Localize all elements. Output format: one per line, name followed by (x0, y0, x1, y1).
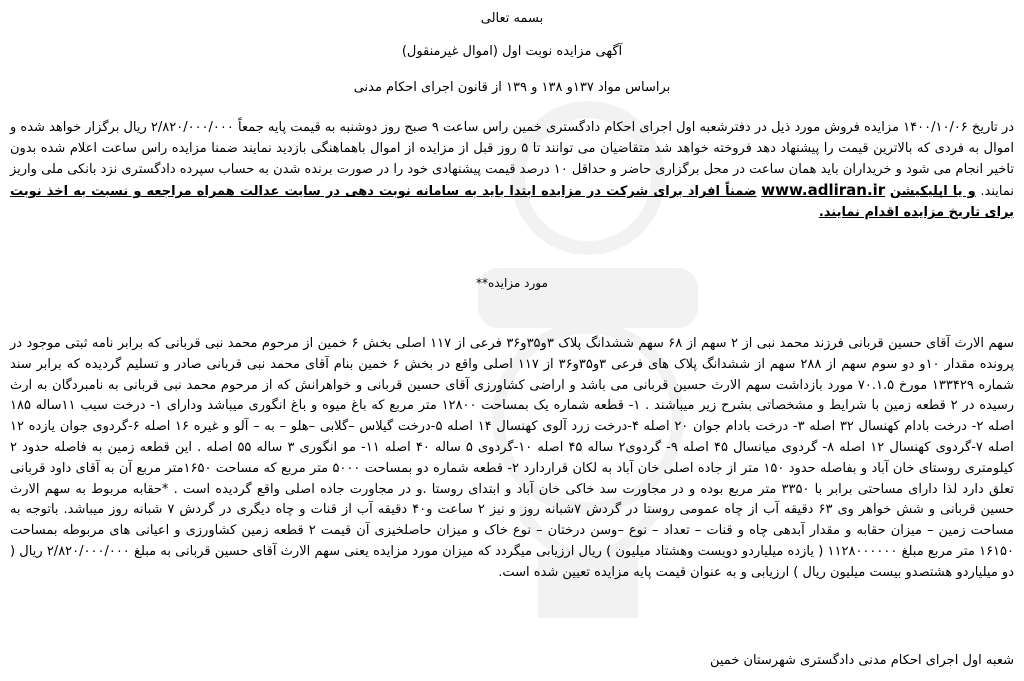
section-label: مورد مزایده** (476, 276, 548, 290)
intro-paragraph (10, 118, 1014, 224)
intro-text: در تاریخ ۱۴۰۰/۱۰/۰۶ مزایده فروش مورد ذیل در دفترشعبه اول اجرای احکام دادگستری خمین راس ساعت ۹ صبح روز دوشنبه به قیمت پایه جمعاً ۲/۸۲۰/۰۰۰/۰۰۰ ریال برگزار خواهد شده و اموال به فردی که بالاترین قیمت را پیشنهاد دهد فروخته خواهد شد متقاضیان می توانند تا ۵ روز قبل از مزایده از اموال باهماهنگی بازدید نمایند ضمنا مزایده راس ساعت اعلام شده بدون تاخیر انجام می شود و خریداران باید همان ساعت در محل برگزاری حاضر و حداقل ۱۰ درصد قیمت پیشنهادی خود را در صورت برنده شدن به حساب سپرده دادگستری نزد بانکی ملی واریز نمایند. (9, 120, 1015, 200)
intro-emphasis-after: و یا اپلیکیشن (889, 184, 976, 200)
auction-item-description: سهم الارث آقای حسین قربانی فرزند محمد نبی از ۲ سهم از ۶۸ سهم ششدانگ پلاک ۳و۳۵و۳۶ فرعی از ۱۱۷ اصلی بخش ۶ خمین از مرحوم محمد نبی قربانی که برابر نامه ثبتی موجود در پرونده مقدار ۱۰و دو سوم سهم از ۲۸۸ سهم از ششدانگ پلاک های فرعی ۳و۳۵و۳۶ از ۱۱۷ اصلی واقع در بخش ۶ خمین بنام آقای محمد نبی قربانی صادر و تسلیم گردیده که برابر سند شماره ۱۳۳۴۲۹ مورخ ۷۰.۱.۵ مورد بازداشت سهم الارث حسین قربانی می باشد و اراضی کشاورزی آقای حسین قربانی و خواهرانش که از مرحوم محمد نبی قربانی به نامبردگان به ارث رسیده در ۲ قطعه زمین با شرایط و مشخصاتی بشرح زیر میباشند . ۱- قطعه شماره یک بمساحت ۱۲۸۰۰ متر مربع که باغ میوه و باغ انگوری میباشد ودارای ۱- درخت سیب ۱۱ساله ۱۸۵ اصله ۲- درخت بادام کهنسال ۳۲ اصله ۳- درخت بادام جوان ۲۰ اصله ۴-درخت زرد آلوی کهنسال ۱۴ اصله ۵-درخت گیلاس –گلابی –هلو – به – آلو و غیره ۱۶ اصله ۶-گردوی جوان یازده ۱۲ اصله ۷-گردوی کهنسال ۱۲ اصله ۸- گردوی میانسال ۴۵ اصله ۹- گردوی۲ ساله ۴۵ اصله ۱۰-گردوی ۵ ساله ۴۰ اصله ۱۱- مو انگوری ۳ ساله ۵۵ اصله . این قطعه زمین به فاصله حدود ۲ کیلومتری روستای خان آباد و بفاصله حدود ۱۵۰ متر از جاده اصلی خان آباد به لکان قراردارد ۲- قطعه شماره دو بمساحت ۵۰۰۰ متر مربع که مساحت ۱۶۵۰متر مربع آن به آقای داود قربانی تعلق دارد لذا دارای مساحتی برابر با ۳۳۵۰ متر مربع بوده و در مجاورت سد خاکی خان آباد و ابتدای روستا .و در مجاورت جاده اصلی واقع گردیده است . *حقابه مربوط به سهم الارث حسین قربانی و شش خواهر وی ۶۳ دقیقه آب از چاه عمومی روستا در گردش ۷شبانه روز و نیز ۲ ساعت و۴۰ دقیقه آب از قنات و چاه دیگری در گردش ۷ شبانه روز میباشد. باتوجه به مساحت زمین – میزان حقابه و مقدار آبدهی چاه و قنات – تعداد – نوع –وسن درختان – نوع خاک و میزان حاصلخیزی آن قیمت ۲ قطعه زمین کشاورزی و اعیانی های مربوطه بمساحت ۱۶۱۵۰ متر مربع مبلغ ۱۱۲۸۰۰۰۰۰۰ ( یازده میلیاردو دویست وهشتاد میلیون ) ریال ارزیابی میگردد که میزان مورد مزایده یعنی سهم الارث آقای حسین قربانی به مبلغ ۲/۸۲۰/۰۰۰/۰۰۰ ریال ( دو میلیاردو هشتصدو بیست میلیون ریال ) ارزیابی و به عنوان قیمت پایه مزایده تعیین شده است. (10, 336, 1015, 580)
notice-title: آگهی مزایده نوبت اول (اموال غیرمنقول) (401, 44, 623, 59)
website-link[interactable]: www.adliran.ir (761, 181, 886, 200)
intro-emphasis-before: ضمناً افراد برای شرکت در مزایده ابتدا باید به سامانه نوبت دهی در سایت عدالت همراه مراجعه و نسبت به اخذ نوبت برای تاریخ مزایده اقدام نمایند. (10, 184, 1014, 221)
issuer-signature: شعبه اول اجرای احکام مدنی دادگستری شهرستان خمین (709, 653, 1014, 668)
basmala: بسمه تعالی (480, 11, 544, 26)
legal-basis: براساس مواد ۱۳۷و ۱۳۸ و ۱۳۹ از قانون اجرای احکام مدنی (353, 80, 671, 95)
